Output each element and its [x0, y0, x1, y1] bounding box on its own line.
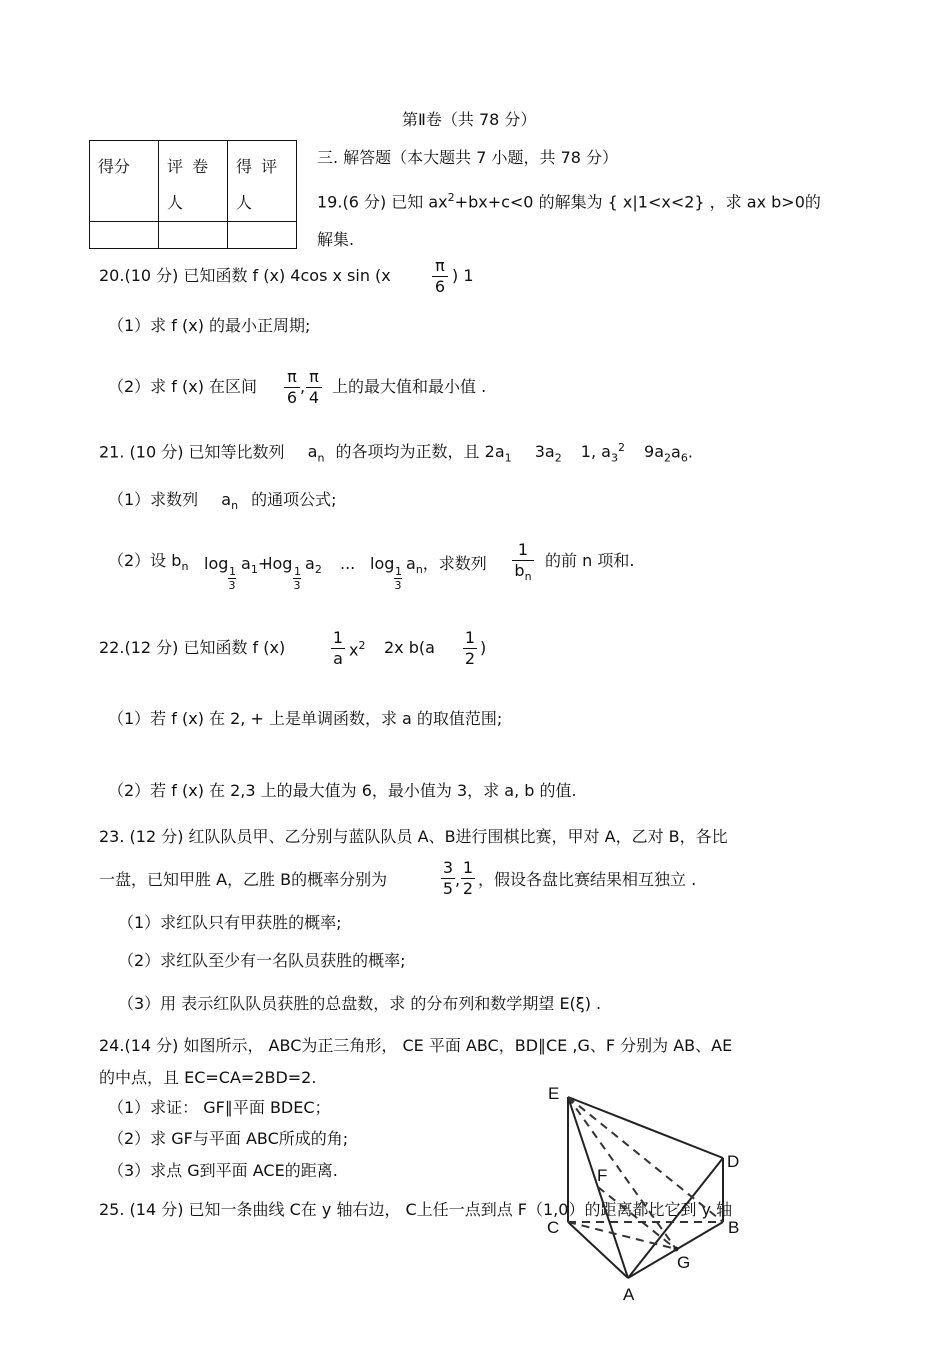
q21-an-sub: n	[317, 451, 325, 465]
q21-log2-sub: 2	[314, 563, 322, 577]
q24-part3: （3）求点 G到平面 ACE的距离.	[108, 1161, 338, 1180]
q21-an: a	[307, 442, 318, 462]
q20-interval-frac2	[306, 369, 322, 406]
label-F: F	[597, 1166, 608, 1185]
q22-frac2	[463, 630, 477, 667]
q21-log3-a: a	[406, 554, 416, 573]
q19-line2: 解集.	[317, 230, 355, 249]
q21-p2-head: （2）设 b	[108, 551, 182, 570]
q22-head: 22.(12 分) 已知函数 f (x)	[99, 638, 286, 657]
q19-sup: 2	[447, 191, 455, 204]
q20-fraction	[432, 258, 448, 295]
grader-cell	[159, 141, 228, 222]
q20-head: 20.(10 分) 已知函数 f (x) 4cos x sin (x	[99, 266, 391, 285]
q21-log3: log	[370, 554, 395, 573]
q21-m4: 9a	[644, 442, 665, 462]
q22-tail: )	[480, 638, 487, 657]
label-D: D	[727, 1152, 740, 1171]
q21-p1-head: （1）求数列	[108, 490, 199, 509]
q21-log1-base	[228, 566, 236, 591]
q23-part2: （2）求红队至少有一名队员获胜的概率;	[118, 951, 406, 970]
q23-line2-head: 一盘，已知甲胜 A，乙胜 B的概率分别为	[99, 870, 388, 889]
q22-f1-den: a	[333, 649, 343, 668]
q21-s4: 2	[664, 451, 672, 465]
edge-ED	[568, 1097, 723, 1158]
q21-head: 21. (10 分) 已知等比数列	[99, 442, 285, 462]
label-E: E	[548, 1084, 560, 1103]
q21-log3-base-num: 1	[395, 565, 402, 578]
q22-sup: 2	[358, 639, 366, 652]
q23-f1-den: 5	[442, 879, 454, 898]
q20-part2-tail: 上的最大值和最小值 .	[332, 377, 487, 396]
q21-s5: 6	[680, 451, 688, 465]
q21-mid: 的各项均为正数，且 2a	[335, 442, 505, 462]
q21-log1	[204, 556, 228, 572]
q20-tail: ) 1	[452, 266, 474, 285]
q24-part1: （1）求证： GF∥平面 BDEC；	[108, 1098, 331, 1117]
geometry-figure	[530, 1075, 760, 1307]
edge-EB-hidden	[568, 1097, 723, 1222]
q22-f1-num: 1	[332, 628, 344, 647]
q21-p1-sub: n	[231, 499, 239, 513]
q21-p2-mid: ，求数列	[422, 554, 487, 573]
q21-s2: 2	[554, 451, 562, 465]
label-G: G	[677, 1253, 691, 1272]
q23-comma: ,	[455, 870, 461, 889]
q23-part3: （3）用 表示红队队员获胜的总盘数，求 的分布列和数学期望 E(ξ) .	[118, 994, 602, 1013]
q23-line2-tail: ，假设各盘比赛结果相互独立 .	[478, 870, 697, 889]
q21-log1-base-num: 1	[229, 565, 236, 578]
score-table	[89, 140, 297, 249]
q21-m2: 3a	[534, 442, 555, 462]
section-header: 第Ⅱ卷（共 78 分）	[402, 110, 537, 129]
q21-log3-arg	[406, 556, 487, 575]
q22-x2	[349, 640, 365, 658]
q21-log1-a: a	[241, 554, 251, 573]
q24-line2: 的中点，且 EC=CA=2BD=2.	[99, 1068, 317, 1087]
score-empty-cell	[90, 222, 159, 249]
q23-frac1	[441, 860, 455, 897]
q20-part2-head: （2）求 f (x) 在区间	[108, 377, 258, 396]
q21-sup3: 2	[617, 441, 625, 454]
q21-recip-den-sub: n	[524, 570, 532, 584]
reviewer-label: 得 评 人	[236, 157, 280, 212]
q20-frac-den: 6	[434, 277, 446, 296]
q22-x: x	[349, 640, 359, 660]
grader-label: 评 卷 人	[167, 157, 211, 212]
q21-log2-base-num: 1	[294, 565, 301, 578]
q21-log2: log	[268, 554, 293, 573]
q20-f1-num: π	[287, 367, 297, 386]
reviewer-empty-cell	[228, 222, 297, 249]
q21-recip-num: 1	[517, 540, 529, 559]
q21-recip-frac	[512, 542, 534, 582]
q21-p1-a: a	[221, 490, 232, 509]
q21-part2-head	[108, 553, 188, 572]
label-B: B	[728, 1218, 740, 1237]
q21-log3-sub: n	[415, 563, 423, 577]
q20-interval-frac1	[284, 369, 300, 406]
q21-log1-text: log	[204, 554, 229, 573]
q23-line1: 23. (12 分) 红队队员甲、乙分别与蓝队队员 A、B进行围棋比赛，甲对 A，乙对 B，各比	[99, 827, 728, 846]
q22-f2-den: 2	[464, 649, 476, 668]
q19-head: 19.(6 分) 已知 ax	[317, 192, 448, 212]
q23-frac2	[461, 860, 475, 897]
q21-part1	[108, 492, 337, 511]
q21-log2-base-den: 3	[293, 579, 301, 592]
q21-log1-sub: 1	[250, 563, 258, 577]
grader-empty-cell	[159, 222, 228, 249]
edge-AD	[628, 1158, 723, 1278]
q21-end: .	[687, 442, 693, 462]
section-title: 三. 解答题（本大题共 7 小题，共 78 分）	[317, 148, 619, 167]
q20-f2-den: 4	[308, 388, 320, 407]
label-A: A	[623, 1285, 635, 1304]
score-cell: 得分	[90, 141, 159, 222]
q21-log2-arg	[305, 556, 322, 575]
q25-line1: 25. (14 分) 已知一条曲线 C在 y 轴右边， C上任一点到点 F（1,0）的距离都比它到 y 轴	[99, 1200, 733, 1219]
q21-log3-base-den: 3	[394, 579, 402, 592]
q21-recip-den: b	[514, 561, 525, 580]
q23-f2-den: 2	[462, 879, 474, 898]
q21-s1: 1	[504, 451, 512, 465]
q23-f2-num: 1	[462, 858, 474, 877]
reviewer-cell	[228, 141, 297, 222]
q21-dots: ...	[340, 554, 356, 573]
point-G	[674, 1247, 679, 1252]
q23-part1: （1）求红队只有甲获胜的概率;	[118, 913, 342, 932]
q21-p1-tail: 的通项公式;	[251, 490, 337, 509]
q22-f2-num: 1	[464, 628, 476, 647]
q22-mid: 2x b(a	[384, 638, 435, 657]
q21-m5: a	[671, 442, 681, 462]
q21-log2-base	[293, 566, 301, 591]
q21-log2-a: a	[305, 554, 315, 573]
q21-p2-sub: n	[181, 560, 189, 574]
label-C: C	[547, 1218, 560, 1237]
q21-log1-base-den: 3	[228, 579, 236, 592]
q20-interval-comma: ,	[300, 377, 306, 396]
q22-part2: （2）若 f (x) 在 2,3 上的最大值为 6，最小值为 3，求 a, b 的值.	[108, 781, 577, 800]
q21-line1	[99, 442, 693, 464]
q19-tail: +bx+c<0 的解集为 { x|1<x<2} ，求 ax b>0的	[454, 192, 821, 212]
q21-log1-arg	[241, 556, 271, 575]
q21-plus: +	[257, 554, 272, 573]
q19-line1	[317, 192, 821, 210]
q24-line1: 24.(14 分) 如图所示， ABC为正三角形， CE 平面 ABC，BD∥CE ,G、F 分别为 AB、AE	[99, 1036, 733, 1055]
q22-frac1	[331, 630, 345, 667]
q21-p2-tail: 的前 n 项和.	[545, 551, 635, 570]
q22-part1: （1）若 f (x) 在 2, + 上是单调函数，求 a 的取值范围;	[108, 709, 503, 728]
q20-part1: （1）求 f (x) 的最小正周期;	[108, 316, 311, 335]
q24-part2: （2）求 GF与平面 ABC所成的角;	[108, 1129, 349, 1148]
q21-m3: 1, a	[580, 442, 611, 462]
q20-f2-num: π	[309, 367, 319, 386]
q23-f1-num: 3	[442, 858, 454, 877]
q20-f1-den: 6	[286, 388, 298, 407]
q21-log3-base	[394, 566, 402, 591]
q20-frac-num: π	[435, 256, 445, 275]
q21-s3: 3	[610, 451, 618, 465]
